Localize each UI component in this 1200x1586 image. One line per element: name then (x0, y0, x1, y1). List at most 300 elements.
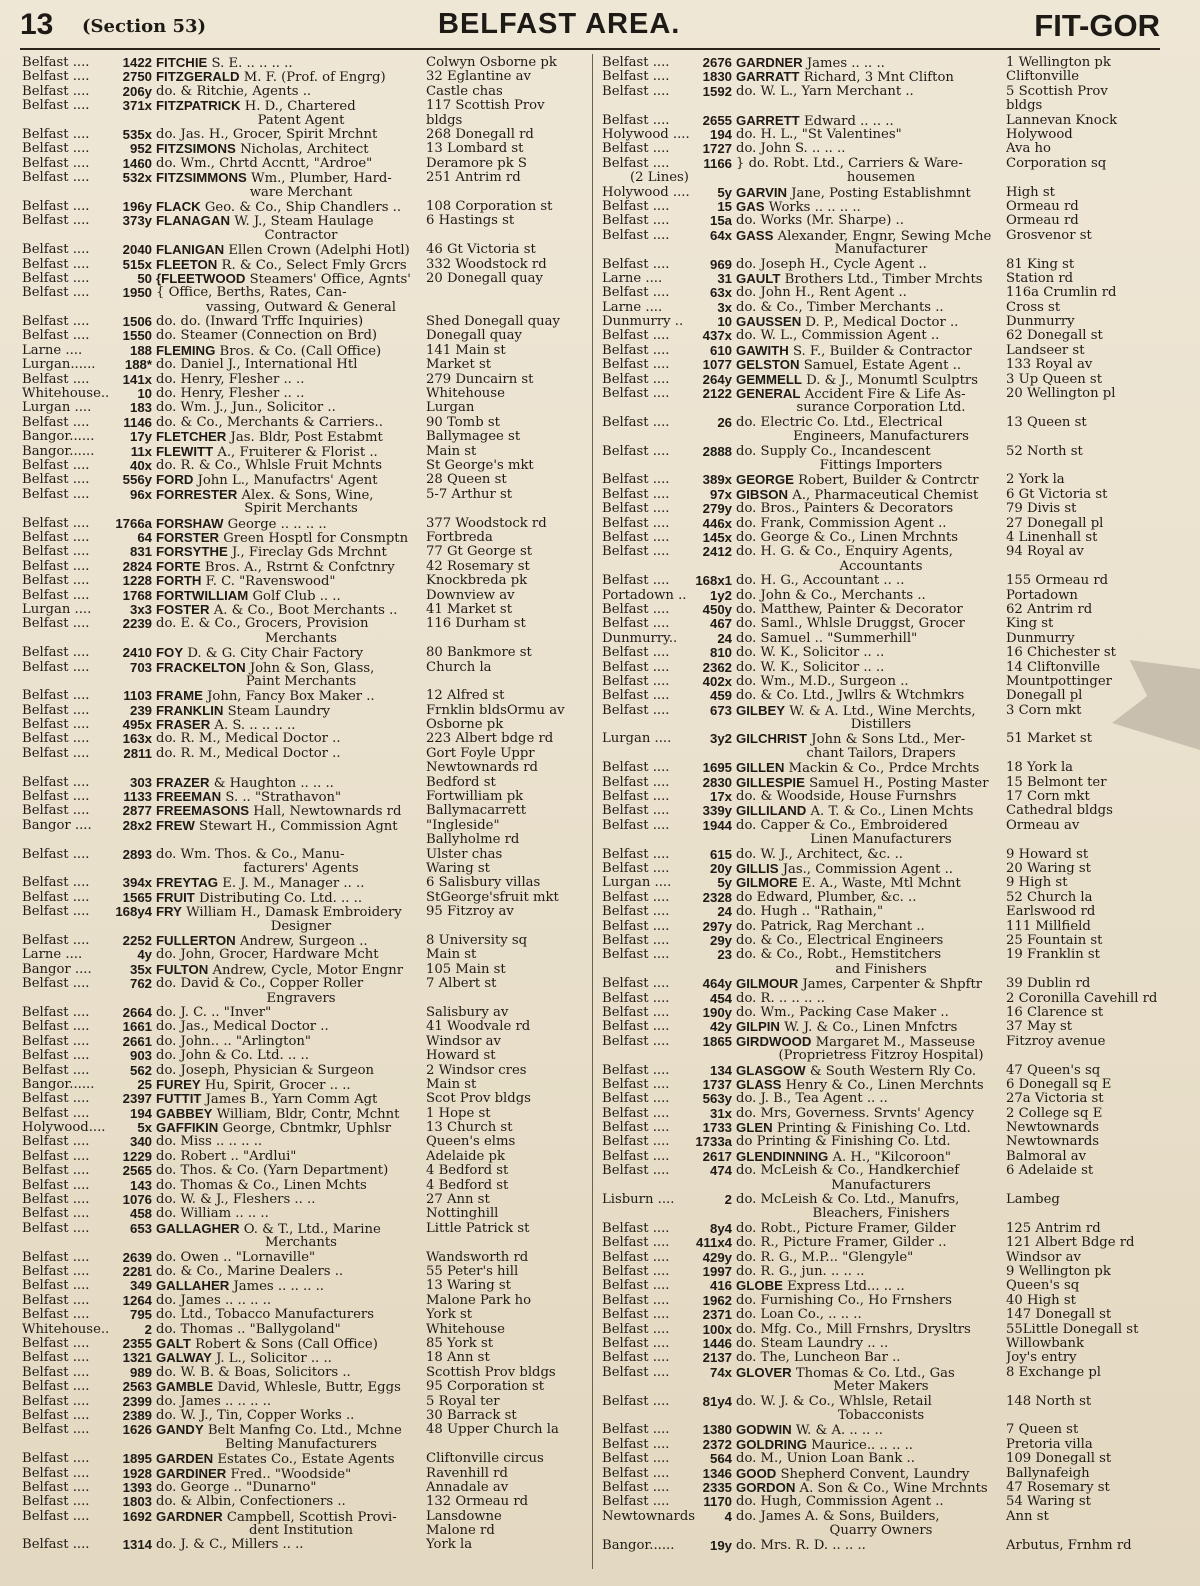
entry-phone-number: 2676 (702, 55, 732, 70)
entry-address: 6 Hastings st (426, 214, 515, 229)
entry-address: Howard st (426, 1049, 496, 1064)
entry-surname: FITZGERALD (156, 70, 240, 85)
entry-continuation: vassing, Outward & General (205, 300, 397, 315)
entry-description: Belt Manfng Co. Ltd., Mchne (207, 1423, 402, 1439)
entry-name (156, 790, 426, 805)
entry-location: Belfast .... (22, 933, 90, 948)
entry-location: Belfast .... (22, 69, 90, 85)
entry-address: 55Little Donegall st (1006, 1322, 1139, 1337)
entry-name (736, 776, 1006, 791)
entry-surname: FRAME (156, 689, 203, 704)
entry-address: Willowbank (1006, 1336, 1084, 1351)
entry-surname: GILMOUR (736, 977, 799, 992)
entry-location: Belfast .... (602, 357, 670, 373)
entry-name (156, 200, 426, 215)
directory-entry (20, 1423, 594, 1452)
entry-location: Belfast .... (22, 285, 90, 301)
entry-description: do. Hugh, Commission Agent .. (736, 1495, 944, 1510)
entry-surname: FRASER (156, 718, 211, 733)
entry-location: Belfast .... (22, 573, 90, 589)
entry-location: Lisburn .... (602, 1192, 675, 1208)
entry-description: do. Furnishing Co., Ho Frnshers (736, 1293, 952, 1308)
entry-phone-number: 50 (137, 270, 152, 286)
entry-name (736, 1121, 1006, 1136)
entry-description: do. James .. .. .. .. (156, 1293, 272, 1308)
entry-description: W. J. & Co., Linen Mnfctrs (784, 1020, 958, 1036)
directory-entry (600, 186, 1174, 200)
entry-description: do. George .. "Dunarno" (156, 1480, 317, 1495)
entry-phone-number: 168x1 (695, 573, 732, 589)
entry-address: Earlswood rd (1006, 905, 1096, 920)
entry-name (156, 1423, 426, 1438)
entry-surname: GASS (736, 228, 774, 243)
entry-address: 47 Queen's sq (1006, 1063, 1101, 1078)
entry-address: 32 Eglantine av (426, 70, 531, 85)
entry-continuation: Fittings Importers (819, 459, 943, 474)
entry-surname: GENERAL (736, 387, 801, 402)
entry-description: do. Matthew, Painter & Decorator (736, 602, 963, 617)
entry-phone-number: 969 (709, 256, 732, 272)
entry-phone-number: 1928 (122, 1465, 152, 1481)
entry-location: Belfast .... (602, 486, 670, 502)
entry-location: Belfast .... (22, 616, 90, 632)
entry-name (736, 1481, 1006, 1496)
entry-location: Belfast .... (602, 702, 670, 718)
entry-location: Belfast .... (602, 1364, 670, 1380)
entry-description: do. Steam Laundry .. .. (736, 1336, 889, 1351)
entry-phone-number: 1460 (122, 155, 152, 171)
directory-entry (600, 790, 1174, 804)
entry-location-continued: (2 Lines) (630, 170, 689, 186)
entry-name (736, 848, 1006, 862)
entry-address: 125 Antrim rd (1006, 1221, 1101, 1236)
entry-address: 147 Donegall st (1006, 1308, 1112, 1323)
entry-address: 94 Royal av (1006, 545, 1084, 560)
entry-description: Accident Fire & Life As- (804, 387, 966, 403)
entry-address: 5 Royal ter (426, 1394, 500, 1409)
entry-phone-number: 5y (717, 875, 732, 891)
entry-phone-number: 31 (717, 270, 732, 286)
entry-location: Belfast .... (22, 1134, 90, 1150)
entry-description: do. Hugh .. "Rathain," (736, 905, 884, 920)
entry-name (736, 229, 1006, 244)
entry-name (156, 545, 426, 560)
entry-surname: FORTH (156, 574, 202, 589)
entry-phone-number: 1803 (122, 1494, 152, 1510)
directory-entry (600, 776, 1174, 790)
entry-phone-number: 1565 (122, 889, 152, 905)
entry-address: 9 Wellington pk (1006, 1265, 1111, 1280)
entry-location: Belfast .... (22, 774, 90, 790)
entry-name (736, 344, 1006, 359)
entry-name (736, 819, 1006, 833)
entry-description: do. Mfg. Co., Mill Frnshrs, Drysltrs (736, 1322, 971, 1337)
entry-description: do. & Woodside, House Furnshrs (736, 790, 957, 805)
entry-location: Belfast .... (22, 213, 90, 229)
entry-name (736, 85, 1006, 99)
entry-address: "Ingleside" (426, 818, 500, 833)
entry-surname: GAUSSEN (736, 315, 802, 330)
directory-entry (600, 344, 1174, 358)
entry-description: Andrew, Cycle, Motor Engnr (212, 962, 404, 978)
directory-entry (600, 704, 1174, 733)
entry-name (156, 85, 426, 99)
entry-description: do. David & Co., Copper Roller (156, 977, 364, 992)
entry-name (156, 689, 426, 704)
entry-location: Belfast .... (22, 1062, 90, 1078)
entry-address: 62 Donegall st (1006, 329, 1103, 344)
entry-continuation: Merchants (265, 1236, 337, 1251)
entry-location: Belfast .... (22, 55, 90, 70)
directory-entry (20, 1164, 594, 1178)
entry-address: 18 Ann st (426, 1351, 490, 1366)
entry-address: 7 Albert st (426, 977, 497, 992)
entry-surname: GLOBE (736, 1279, 783, 1294)
entry-description: do. & Co. Ltd., Jwllrs & Wtchmkrs (736, 689, 965, 704)
directory-entry (20, 1380, 594, 1394)
entry-address: 90 Tomb st (426, 415, 500, 430)
entry-description: O. & T., Ltd., Marine (243, 1221, 381, 1237)
directory-entry (20, 977, 594, 1006)
entry-name (736, 545, 1006, 559)
entry-phone-number: 1768 (122, 587, 152, 603)
entry-address: Ava ho (1006, 142, 1051, 157)
entry-phone-number: 459 (709, 688, 732, 704)
entry-location: Belfast .... (602, 544, 670, 560)
entry-description: do. J. & C., Millers .. .. (156, 1538, 304, 1553)
entry-phone-number: 190y (702, 1004, 732, 1020)
directory-entry (20, 488, 594, 517)
entry-surname: FLANIGAN (156, 243, 225, 258)
entry-location: Lurgan .... (602, 875, 672, 891)
entry-description: do. J. C. .. "Inver" (156, 1005, 272, 1020)
entry-phone-number: 2328 (702, 889, 732, 905)
entry-address: Downview av (426, 588, 515, 603)
entry-phone-number: 100x (702, 1321, 732, 1337)
entry-name (156, 1164, 426, 1178)
entry-surname: FUREY (156, 1077, 201, 1092)
directory-entry (20, 56, 594, 70)
entry-phone-number: 64 (137, 529, 152, 545)
entry-phone-number: 2888 (702, 443, 732, 459)
entry-address: Dunmurry (1006, 631, 1075, 646)
entry-location: Belfast .... (22, 1278, 90, 1294)
entry-name (156, 732, 426, 746)
directory-entry (600, 1279, 1174, 1293)
entry-surname: GEORGE (736, 473, 794, 488)
entry-location: Belfast .... (602, 688, 670, 704)
entry-description: do. R. .. .. .. .. (736, 991, 825, 1006)
directory-entry (600, 488, 1174, 502)
directory-entry (600, 85, 1174, 114)
entry-address: Whitehouse (426, 1322, 505, 1337)
entry-phone-number: 31x (709, 1105, 732, 1121)
entry-continuation: Manufacturer (834, 243, 928, 258)
entry-description: do. W. L., Yarn Merchant .. (736, 84, 914, 99)
entry-phone-number: 610 (709, 342, 732, 358)
directory-entry (600, 301, 1174, 315)
entry-address: 251 Antrim rd (426, 171, 521, 186)
entry-address: 41 Woodvale rd (426, 1020, 531, 1035)
entry-name (736, 617, 1006, 631)
directory-entry (20, 948, 594, 962)
entry-phone-number: 17x (709, 789, 732, 805)
entry-address: Shed Donegall quay (426, 315, 560, 330)
entry-location: Belfast .... (602, 1292, 670, 1308)
directory-entry (20, 1135, 594, 1149)
entry-description: do. H. L., "St Valentines" (736, 127, 902, 142)
entry-description: { Office, Berths, Rates, Can- (156, 286, 347, 301)
entry-phone-number: 2661 (122, 1033, 152, 1049)
entry-location: Whitehouse.. (22, 386, 110, 402)
directory-entry (20, 517, 594, 531)
directory-entry (20, 804, 594, 818)
entry-continuation: Linen Manufacturers (810, 833, 952, 848)
entry-phone-number: 168y4 (115, 904, 152, 920)
directory-entry (20, 1452, 594, 1466)
entry-location: Belfast .... (602, 371, 670, 387)
entry-surname: GIBSON (736, 487, 789, 502)
entry-surname: GARDNER (736, 56, 803, 70)
directory-entry (20, 1092, 594, 1106)
directory-entry (600, 1020, 1174, 1034)
entry-phone-number: 183 (129, 400, 152, 416)
entry-phone-number: 1133 (123, 789, 152, 805)
directory-entry (20, 1020, 594, 1034)
entry-phone-number: 2137 (702, 1350, 732, 1366)
directory-entry (600, 1395, 1174, 1424)
entry-phone-number: 762 (129, 976, 152, 992)
entry-location: Belfast .... (22, 414, 90, 430)
entry-phone-number: 1895 (122, 1451, 152, 1467)
directory-entry (600, 862, 1174, 876)
entry-location: Belfast .... (602, 673, 670, 689)
entry-name (736, 373, 1006, 388)
entry-name (156, 488, 426, 503)
entry-location: Belfast .... (602, 1350, 670, 1366)
directory-entry (20, 819, 594, 848)
directory-entry (600, 905, 1174, 919)
directory-entry (600, 1265, 1174, 1279)
entry-location: Belfast .... (602, 817, 670, 833)
entry-name (736, 704, 1006, 719)
entry-description: do. McLeish & Co. Ltd., Manufrs, (736, 1193, 960, 1208)
entry-phone-number: 1380 (702, 1422, 732, 1438)
entry-phone-number: 63x (709, 285, 732, 301)
entry-address: 95 Corporation st (426, 1380, 545, 1395)
entry-location: Belfast .... (602, 414, 670, 430)
directory-entry (600, 545, 1174, 574)
entry-phone-number: 303 (129, 774, 152, 790)
directory-entry (20, 200, 594, 214)
entry-address: 4 Bedford st (426, 1178, 509, 1193)
entry-description: John L., Manufactrs' Agent (197, 473, 378, 489)
entry-description: do. Robt., Picture Framer, Gilder (736, 1221, 956, 1236)
entry-phone-number: 4 (724, 1508, 732, 1524)
entry-description: do. Wm., Chrtd Accntt, "Ardroe" (156, 156, 373, 171)
directory-entry (20, 1538, 594, 1552)
entry-phone-number: 1737 (702, 1076, 732, 1092)
entry-name (156, 1064, 426, 1078)
entry-location: Belfast .... (22, 702, 90, 718)
entry-name (736, 1236, 1006, 1250)
entry-location: Belfast .... (22, 976, 90, 992)
entry-name (156, 661, 426, 676)
entry-phone-number: 989 (129, 1364, 152, 1380)
entry-address: 13 Lombard st (426, 142, 524, 157)
entry-location: Belfast .... (602, 1033, 670, 1049)
entry-surname: GALLAHER (156, 1279, 230, 1294)
directory-entry (600, 1351, 1174, 1365)
directory-entry (600, 876, 1174, 890)
entry-phone-number: 134 (709, 1062, 732, 1078)
directory-entry (20, 401, 594, 415)
entry-address: Dunmurry (1006, 315, 1075, 330)
entry-phone-number: 2335 (702, 1479, 732, 1495)
entry-name (156, 70, 426, 85)
entry-phone-number: 97x (709, 486, 732, 502)
entry-phone-number: 1146 (123, 414, 152, 430)
entry-location: Belfast .... (22, 1048, 90, 1064)
entry-location: Belfast .... (22, 83, 90, 99)
entry-location: Belfast .... (22, 141, 90, 157)
entry-name (736, 1337, 1006, 1351)
entry-description: A. S. .. .. .. .. (214, 718, 296, 734)
entry-address: Annadale av (426, 1480, 509, 1495)
entry-name (736, 128, 1006, 142)
entry-name (156, 1135, 426, 1149)
entry-address: 12 Alfred st (426, 689, 505, 704)
entry-address: Ormeau rd (1006, 199, 1079, 214)
entry-surname: FREYTAG (156, 876, 219, 891)
entry-phone-number: 163x (122, 731, 152, 747)
entry-phone-number: 903 (129, 1048, 152, 1064)
entry-phone-number: 535x (122, 126, 152, 142)
entry-description: John, Fancy Box Maker .. (207, 689, 375, 705)
entry-phone-number: 2 (724, 1192, 732, 1208)
entry-location: Belfast .... (602, 1249, 670, 1265)
entry-address: 40 High st (1006, 1293, 1076, 1308)
directory-entry (20, 344, 594, 358)
entry-location: Belfast .... (602, 285, 670, 301)
entry-description: Express Ltd... .. .. (787, 1279, 905, 1295)
entry-address: 3 Corn mkt (1006, 703, 1082, 718)
entry-description: Jane, Posting Establishmnt (791, 185, 971, 201)
entry-surname: GAULT (736, 271, 781, 286)
entry-phone-number: 2389 (122, 1407, 152, 1423)
entry-name (736, 301, 1006, 315)
entry-phone-number: 25 (137, 1076, 152, 1092)
entry-name (156, 214, 426, 229)
entry-name (156, 819, 426, 834)
entry-surname: FLACK (156, 199, 201, 214)
entry-address: 80 Bankmore st (426, 646, 532, 661)
entry-surname: GILLESPIE (736, 775, 805, 790)
entry-location: Belfast .... (602, 443, 670, 459)
entry-description: W. J., Steam Haulage (234, 214, 374, 230)
entry-address: Queen's elms (426, 1135, 516, 1150)
entry-description: do. W. J., Tin, Copper Works .. (156, 1408, 355, 1423)
directory-entry (600, 1064, 1174, 1078)
entry-location: Newtownards (602, 1508, 696, 1524)
entry-description: do. Miss .. .. .. .. (156, 1135, 263, 1150)
entry-address: 25 Fountain st (1006, 933, 1103, 948)
entry-description: Fred.. "Woodside" (230, 1466, 352, 1482)
entry-description: & South Western Rly Co. (809, 1063, 977, 1079)
entry-surname: GODWIN (736, 1423, 792, 1438)
entry-phone-number: 26 (717, 414, 732, 430)
entry-phone-number: 1692 (122, 1508, 152, 1524)
entry-address: 39 Dublin rd (1006, 977, 1091, 992)
directory-entry (600, 258, 1174, 272)
entry-address: St George's mkt (426, 459, 534, 473)
entry-address: Little Patrick st (426, 1221, 530, 1236)
entry-phone-number: 2372 (702, 1436, 732, 1452)
entry-name (156, 315, 426, 329)
directory-entry (600, 1150, 1174, 1164)
entry-description: William H., Damask Embroidery (186, 905, 402, 921)
entry-description: do. Electric Co. Ltd., Electrical (736, 415, 943, 430)
entry-name (156, 517, 426, 532)
entry-address: 132 Ormeau rd (426, 1495, 529, 1510)
directory-entry (20, 459, 594, 473)
entry-address: 9 Howard st (1006, 847, 1089, 862)
entry-location: Belfast .... (22, 1091, 90, 1107)
entry-address: 55 Peter's hill (426, 1265, 519, 1280)
entry-location: Belfast .... (602, 386, 670, 402)
entry-name (156, 1265, 426, 1279)
entry-description: John & Sons Ltd., Mer- (811, 732, 966, 748)
entry-address: Cathedral bldgs (1006, 804, 1113, 819)
entry-name (736, 1193, 1006, 1207)
entry-description: do. Supply Co., Incandescent (736, 444, 931, 459)
directory-entry (20, 747, 594, 776)
entry-surname: FORSYTHE (156, 545, 228, 560)
entry-description: Ellen Crown (Adelphi Hotl) (228, 243, 410, 259)
entry-address: 17 Corn mkt (1006, 790, 1090, 805)
directory-entry (600, 603, 1174, 617)
entry-description: do. & Co., Timber Merchants .. (736, 300, 944, 315)
entry-location: Belfast .... (22, 587, 90, 603)
entry-phone-number: 1446 (702, 1335, 732, 1351)
entry-name (736, 920, 1006, 934)
entry-description: do. Mrs. R. D. .. .. .. (736, 1538, 866, 1553)
entry-surname: FITZPATRICK (156, 99, 241, 114)
entry-phone-number: 1950 (122, 285, 152, 301)
entry-address: 4 Linenhall st (1006, 530, 1098, 545)
entry-location: Belfast .... (22, 717, 90, 733)
directory-entry (20, 560, 594, 574)
entry-name (736, 1351, 1006, 1365)
entry-name (156, 1351, 426, 1366)
entry-description: do. & Co., Marine Dealers .. (156, 1265, 344, 1280)
entry-address-continued: Newtownards rd (426, 761, 538, 776)
entry-name (736, 186, 1006, 201)
entry-name (736, 1510, 1006, 1524)
directory-entry (600, 373, 1174, 387)
entry-phone-number: 2750 (122, 69, 152, 85)
entry-phone-number: 239 (129, 702, 152, 718)
entry-name (156, 1452, 426, 1467)
entry-address: 8 Exchange pl (1006, 1365, 1101, 1380)
directory-entry (600, 1294, 1174, 1308)
entry-location: Lurgan .... (22, 400, 92, 416)
directory-entry (600, 1222, 1174, 1236)
entry-phone-number: 10 (717, 314, 732, 330)
entry-location: Belfast .... (602, 861, 670, 877)
entry-address: Wandsworth rd (426, 1250, 529, 1265)
entry-address: Main st (426, 1077, 477, 1092)
